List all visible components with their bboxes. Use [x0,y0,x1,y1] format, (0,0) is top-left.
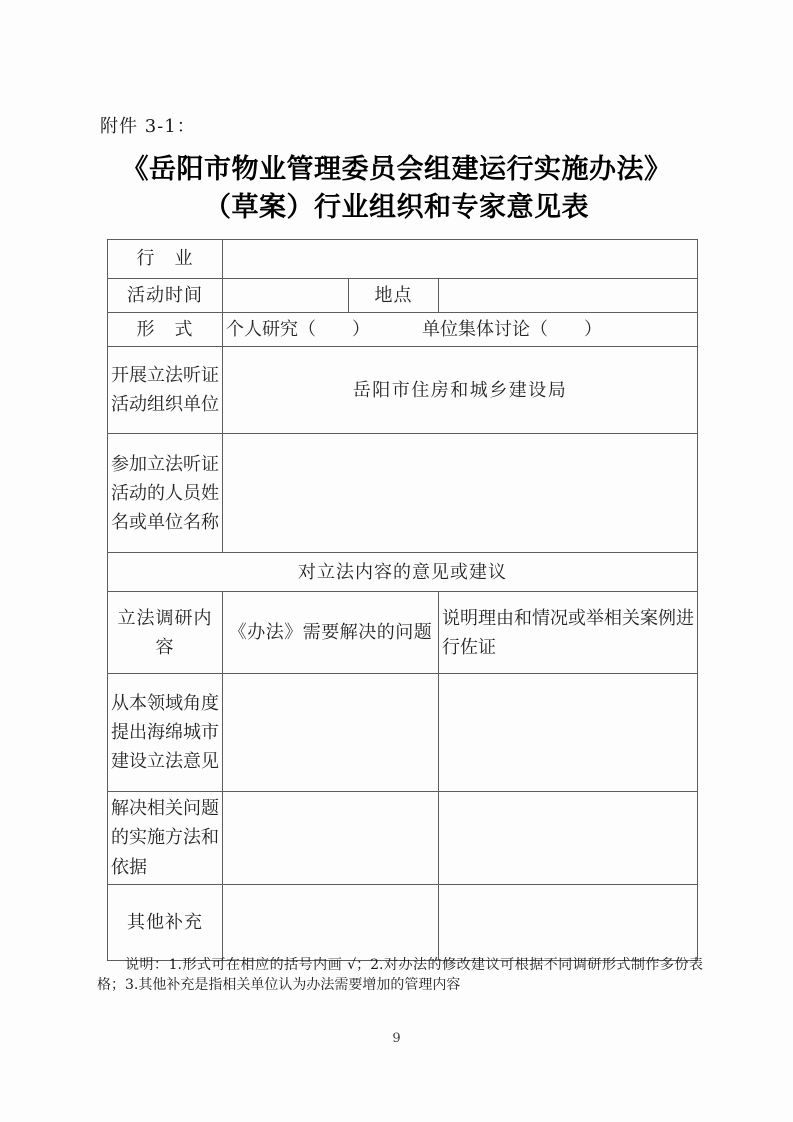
title-line-1: 《岳阳市物业管理委员会组建运行实施办法》 [121,154,672,185]
title-line-2: （草案）行业组织和专家意见表 [204,192,589,223]
location-value-cell [439,279,698,313]
sponge-city-opinion-row [108,674,698,792]
attachment-label: 附件 3-1： [100,116,196,137]
organizer-label-cell: 开展立法听证活动组织单位 [108,347,223,434]
opinion-form-table [107,239,698,961]
opinions-section-header-cell: 对立法内容的意见或建议 [108,553,698,592]
note-text: 说明：1.形式可在相应的括号内画 √；2.对办法的修改建议可根据不同调研形式制作多份表格；3.其他补充是指相关单位认为办法需要增加的管理内容 [97,957,703,993]
implementation-problems-cell [223,792,439,884]
sponge-city-problems-cell [223,674,439,792]
sponge-city-justification-cell [439,674,698,792]
research-content-header-cell: 立法调研内容 [108,592,223,674]
industry-row [108,240,698,279]
format-label-cell: 形 式 [108,313,223,347]
implementation-label-cell: 解决相关问题的实施方法和依据 [108,792,223,884]
participants-value-cell [223,434,698,553]
industry-value-cell [223,240,698,279]
activity-time-row [108,279,698,313]
sponge-city-label-cell: 从本领域角度提出海绵城市建设立法意见 [108,674,223,792]
organizer-row [108,347,698,434]
activity-time-label-cell: 活动时间 [108,279,223,313]
participants-label-cell: 参加立法听证活动的人员姓名或单位名称 [108,434,223,553]
organizer-value-cell: 岳阳市住房和城乡建设局 [223,347,698,434]
other-supplement-label-cell: 其他补充 [108,884,223,960]
format-option-individual: 个人研究（ ） [226,319,370,341]
other-supplement-justification-cell [439,884,698,960]
format-options-cell [223,313,698,347]
problems-header-cell: 《办法》需要解决的问题 [223,592,439,674]
participants-row [108,434,698,553]
implementation-justification-cell [439,792,698,884]
document-title [0,151,793,227]
opinions-section-row [108,553,698,592]
activity-time-value-cell [223,279,349,313]
justification-header-cell: 说明理由和情况或举相关案例进行佐证 [439,592,698,674]
format-option-group: 单位集体讨论（ ） [422,319,602,341]
format-row [108,313,698,347]
column-headers-row [108,592,698,674]
implementation-methods-row [108,792,698,884]
page-number: 9 [392,1031,401,1046]
other-supplement-problems-cell [223,884,439,960]
industry-label-cell: 行 业 [108,240,223,279]
location-label-cell: 地点 [349,279,439,313]
other-supplement-row [108,884,698,960]
